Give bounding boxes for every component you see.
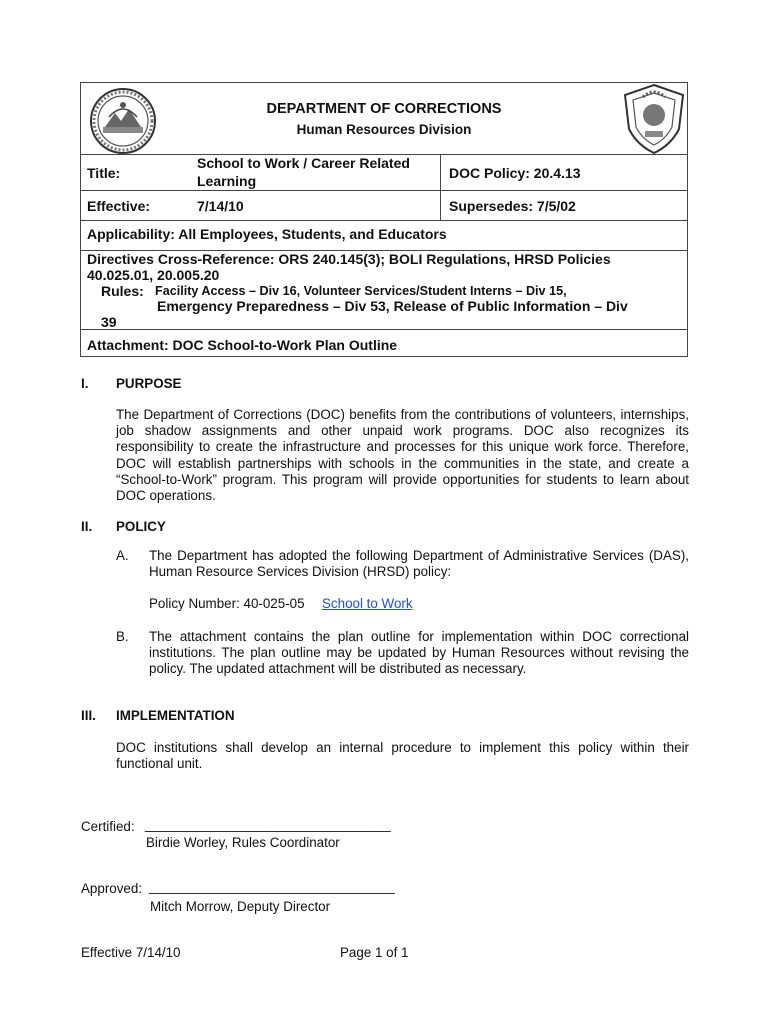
effective-label: Effective: — [87, 198, 151, 214]
section-number: II. — [81, 519, 93, 534]
department-title: DEPARTMENT OF CORRECTIONS — [266, 101, 502, 117]
attachment: Attachment: DOC School-to-Work Plan Outline — [87, 337, 398, 353]
footer-effective: Effective 7/14/10 — [81, 945, 181, 960]
policy-b-paragraph: The attachment contains the plan outline for implementation within DOC correctional institutions. The plan outline may be updated by Human Resources without revising the policy. The updated attachment will be distributed as necessary. — [149, 629, 689, 677]
school-to-work-link[interactable]: School to Work — [322, 596, 413, 611]
section-title-purpose: PURPOSE — [116, 376, 182, 391]
implementation-paragraph: DOC institutions shall develop an internal procedure to implement this policy within their functional unit. — [116, 740, 689, 772]
purpose-paragraph: The Department of Corrections (DOC) benefits from the contributions of volunteers, internships, job shadow assignments and other unpaid work programs. DOC also recognizes its responsibility to create the infrastructure and processes for this unique work force. Therefore, DOC will establish partnerships with schools in the communities in the state, and create a “School-to-Work” program. This program will provide opportunities for students to learn about DOC operations. — [116, 407, 689, 504]
rules-label: Rules: — [101, 283, 144, 299]
policy-a-paragraph: The Department has adopted the following Department of Administrative Services (DAS), Human Resource Services Division (HRSD) policy: — [149, 548, 689, 580]
approved-signature-line: _________________________________ — [149, 879, 395, 894]
applicability: Applicability: All Employees, Students, and Educators — [87, 226, 447, 242]
header-divider — [81, 190, 687, 191]
rules-line1: Facility Access – Div 16, Volunteer Services/Student Interns – Div 15, — [155, 284, 567, 298]
title-value-line2: Learning — [197, 173, 257, 189]
division-title: Human Resources Division — [296, 122, 472, 137]
title-value-line1: School to Work / Career Related — [197, 155, 410, 171]
approved-name: Mitch Morrow, Deputy Director — [150, 899, 331, 914]
rules-line3: 39 — [101, 314, 117, 330]
state-seal-icon — [87, 87, 159, 155]
effective-value: 7/14/10 — [197, 198, 244, 214]
rules-line2: Emergency Preparedness – Div 53, Release of Public Information – Div — [157, 298, 628, 314]
certified-signature-line: _________________________________ — [145, 817, 391, 832]
list-marker: B. — [116, 629, 129, 644]
directives-line2: 40.025.01, 20.005.20 — [87, 267, 220, 283]
policy-number-text: Policy Number: 40-025-05 — [149, 596, 305, 611]
footer-page-number: Page 1 of 1 — [340, 945, 409, 960]
approved-label: Approved: — [81, 881, 143, 896]
doc-badge-icon — [621, 83, 687, 155]
certified-name: Birdie Worley, Rules Coordinator — [146, 835, 340, 850]
certified-label: Certified: — [81, 819, 135, 834]
policy-number: DOC Policy: 20.4.13 — [449, 165, 581, 181]
policy-header-table — [80, 82, 688, 357]
header-divider — [81, 329, 687, 330]
supersedes: Supersedes: 7/5/02 — [449, 198, 576, 214]
directives-line1: Directives Cross-Reference: ORS 240.145(3); BOLI Regulations, HRSD Policies — [87, 251, 611, 267]
list-marker: A. — [116, 548, 129, 563]
title-label: Title: — [87, 165, 121, 181]
header-divider — [81, 220, 687, 221]
section-number: III. — [81, 708, 96, 723]
section-title-policy: POLICY — [116, 519, 166, 534]
header-column-divider — [440, 154, 441, 220]
section-title-implementation: IMPLEMENTATION — [116, 708, 235, 723]
section-number: I. — [81, 376, 89, 391]
